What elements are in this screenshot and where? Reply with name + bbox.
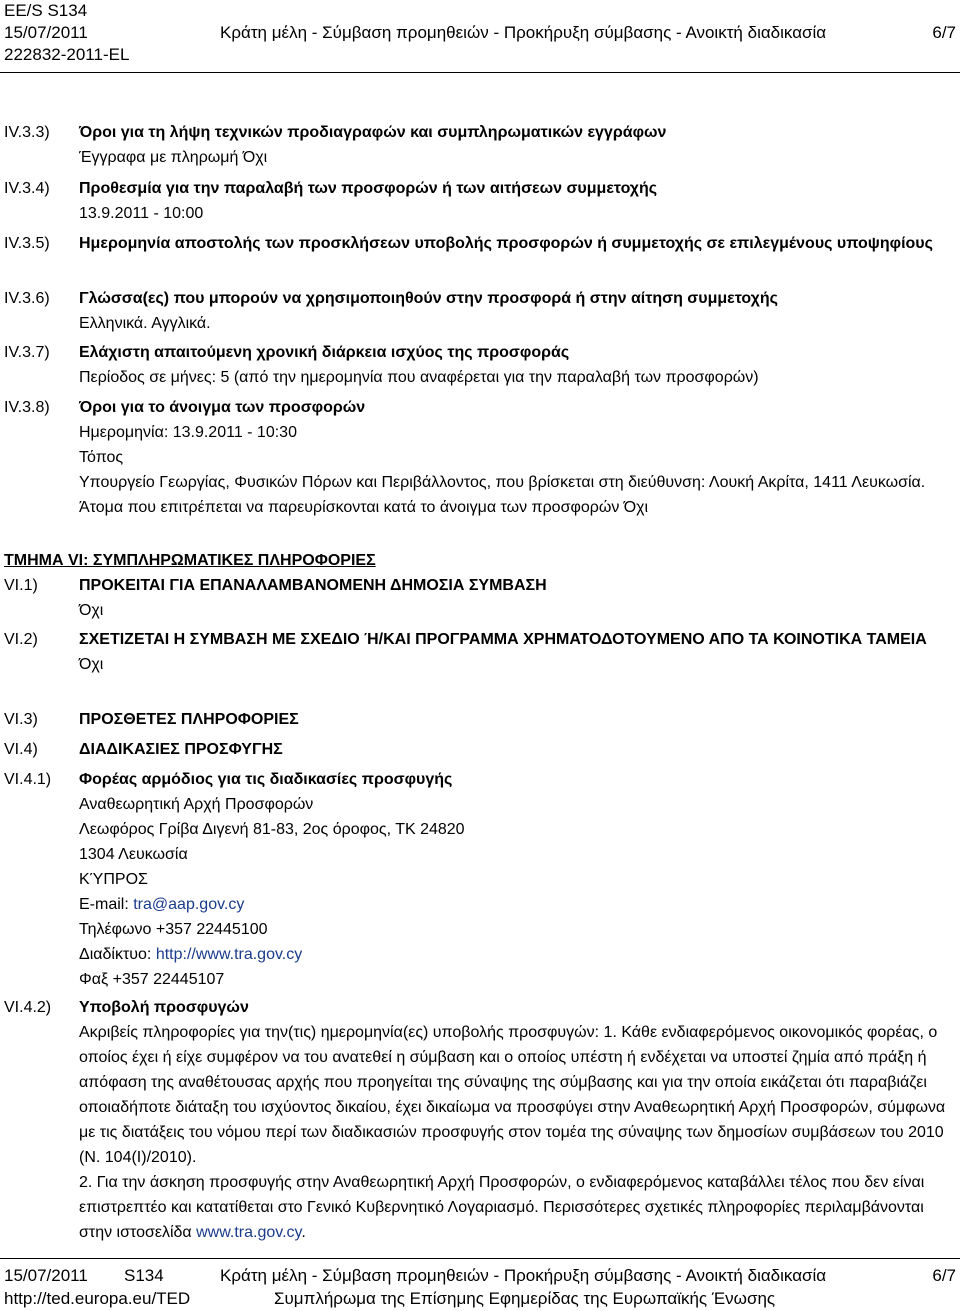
place-text: Υπουργείο Γεωργίας, Φυσικών Πόρων και Περιβάλλοντος, που βρίσκεται στη διεύθυνση: Λουκή Ακρίτα, 1411 Λευκωσία. [79, 474, 926, 491]
section-number: IV.3.4) [4, 180, 50, 197]
section-number: VI.4.1) [4, 771, 52, 788]
footer-url[interactable]: http://ted.europa.eu/TED [4, 1289, 191, 1308]
org-street: Λεωφόρος Γρίβα Διγενή 81-83, 2ος όροφος, ΤΚ 24820 [79, 821, 465, 838]
appeal-paragraph-2 [79, 1170, 949, 1245]
section-number: VI.4) [4, 741, 38, 758]
email-link[interactable]: tra@aap.gov.cy [133, 896, 245, 913]
email-label: E-mail: [79, 896, 134, 913]
footer-title: Κράτη μέλη - Σύμβαση προμηθειών - Προκήρυξη σύμβασης - Ανοικτή διαδικασία [220, 1266, 827, 1285]
section-title: ΔΙΑΔΙΚΑΣΙΕΣ ΠΡΟΣΦΥΓΗΣ [79, 741, 283, 758]
doc-id: EE/S S134 [4, 1, 88, 20]
section-text: Περίοδος σε μήνες: 5 (από την ημερομηνία που αναφέρεται για την παραλαβή των προσφορών) [79, 369, 759, 386]
section-number: VI.4.2) [4, 999, 52, 1016]
section-title: ΠΡΟΚΕΙΤΑΙ ΓΙΑ ΕΠΑΝΑΛΑΜΒΑΝΟΜΕΝΗ ΔΗΜΟΣΙΑ ΣΥΜΒΑΣΗ [79, 577, 547, 594]
header-title: Κράτη μέλη - Σύμβαση προμηθειών - Προκήρυξη σύμβασης - Ανοικτή διαδικασία [220, 23, 827, 42]
web-label: Διαδίκτυο: [79, 946, 156, 963]
section-text: Όχι [79, 656, 104, 673]
section-title: Υποβολή προσφυγών [79, 999, 249, 1016]
section-text: Έγγραφα με πληρωμή Όχι [79, 149, 268, 166]
section-number: IV.3.3) [4, 124, 50, 141]
section-title: Ελάχιστη απαιτούμενη χρονική διάρκεια ισχύος της προσφοράς [79, 344, 570, 361]
footer-series: S134 [124, 1266, 164, 1285]
org-fax: Φαξ +357 22445107 [79, 971, 225, 988]
header-ref: 222832-2011-EL [4, 45, 130, 64]
section-text: 13.9.2011 - 10:00 [79, 205, 204, 222]
header-rule [0, 72, 960, 73]
org-country: ΚΎΠΡΟΣ [79, 871, 148, 888]
footer-rule [0, 1258, 960, 1259]
section-number: VI.2) [4, 631, 38, 648]
appeal-p2-end: . [301, 1224, 306, 1241]
persons-present: Άτομα που επιτρέπεται να παρευρίσκονται κατά το άνοιγμα των προσφορών Όχι [79, 499, 649, 516]
org-name: Αναθεωρητική Αρχή Προσφορών [79, 796, 314, 813]
footer-subtitle: Συμπλήρωμα της Επίσημης Εφημερίδας της Ευρωπαϊκής Ένωσης [274, 1289, 776, 1308]
footer-date: 15/07/2011 [4, 1266, 88, 1285]
section-title: Φορέας αρμόδιος για τις διαδικασίες προσφυγής [79, 771, 453, 788]
section-title: Όροι για τη λήψη τεχνικών προδιαγραφών και συμπληρωματικών εγγράφων [79, 124, 667, 141]
section-vi-title: ΤΜΗΜΑ VI: ΣΥΜΠΛΗΡΩΜΑΤΙΚΕΣ ΠΛΗΡΟΦΟΡΙΕΣ [4, 552, 376, 569]
section-title: ΣΧΕΤΙΖΕΤΑΙ Η ΣΥΜΒΑΣΗ ΜΕ ΣΧΕΔΙΟ Ή/ΚΑΙ ΠΡΟΓΡΑΜΜΑ ΧΡΗΜΑΤΟΔΟΤΟΥΜΕΝΟ ΑΠΟ ΤΑ ΚΟΙΝΟΤΙΚΑ ΤΑΜΕΙΑ [79, 631, 927, 648]
section-number: IV.3.6) [4, 290, 50, 307]
section-number: IV.3.5) [4, 235, 50, 252]
section-title: Προθεσμία για την παραλαβή των προσφορών ή των αιτήσεων συμμετοχής [79, 180, 658, 197]
appeal-p2-link[interactable]: www.tra.gov.cy [196, 1224, 302, 1241]
org-phone: Τηλέφωνο +357 22445100 [79, 921, 268, 938]
section-number: VI.1) [4, 577, 38, 594]
section-number: IV.3.8) [4, 399, 50, 416]
org-web-line [79, 942, 949, 967]
org-email-line [79, 892, 949, 917]
appeal-p2-text: 2. Για την άσκηση προσφυγής στην Αναθεωρητική Αρχή Προσφορών, ο ενδιαφερόμενος καταβάλλει τέλος που δεν είναι επιστρεπτέο και κατατίθεται στο Γενικό Κυβερνητικό Λογαριασμό. Περισσότερες σχετικές πληροφορίες περιλαμβάνονται στην ιστοσελίδα [79, 1174, 925, 1241]
section-title: Όροι για το άνοιγμα των προσφορών [79, 399, 366, 416]
section-text: Ελληνικά. Αγγλικά. [79, 315, 211, 332]
appeal-paragraph-1: Ακριβείς πληροφορίες για την(τις) ημερομηνία(ες) υποβολής προσφυγών: 1. Κάθε ενδιαφερόμενος οικονομικός φορέας, ο οποίος έχει ή είχε συμφέρον να του ανατεθεί η σύμβαση και ο οποίος υπέστη ή ενδέχεται να υποστεί ζημία από πράξη ή απόφαση της αναθέτουσας αρχής που προηγείται της σύναψης της σύμβασης και για την οποία εικάζεται ότι παραβιάζει οποιαδήποτε διάταξη του ισχύοντος δικαίου, έχει δικαίωμα να προσφύγει στην Αναθεωρητική Αρχή Προσφορών, σύμφωνα με τις διατάξεις του νόμου περί των διαδικασιών προσφυγής στον τομέα της σύναψης των δημοσίων συμβάσεων του 2010 (Ν. 104(Ι)/2010). [79, 1024, 946, 1166]
section-number: VI.3) [4, 711, 38, 728]
footer-page: 6/7 [932, 1266, 956, 1285]
place-label: Τόπος [79, 449, 124, 466]
section-title: Γλώσσα(ες) που μπορούν να χρησιμοποιηθούν στην προσφορά ή στην αίτηση συμμετοχής [79, 290, 778, 307]
section-title: Ημερομηνία αποστολής των προσκλήσεων υποβολής προσφορών ή συμμετοχής σε επιλεγμένους υποψηφίους [79, 235, 933, 252]
opening-date: Ημερομηνία: 13.9.2011 - 10:30 [79, 424, 297, 441]
section-title: ΠΡΟΣΘΕΤΕΣ ΠΛΗΡΟΦΟΡΙΕΣ [79, 711, 299, 728]
org-city: 1304 Λευκωσία [79, 846, 188, 863]
header-date: 15/07/2011 [4, 23, 88, 42]
section-text: Όχι [79, 602, 104, 619]
section-number: IV.3.7) [4, 344, 50, 361]
web-link[interactable]: http://www.tra.gov.cy [155, 946, 303, 963]
header-page: 6/7 [932, 23, 956, 42]
